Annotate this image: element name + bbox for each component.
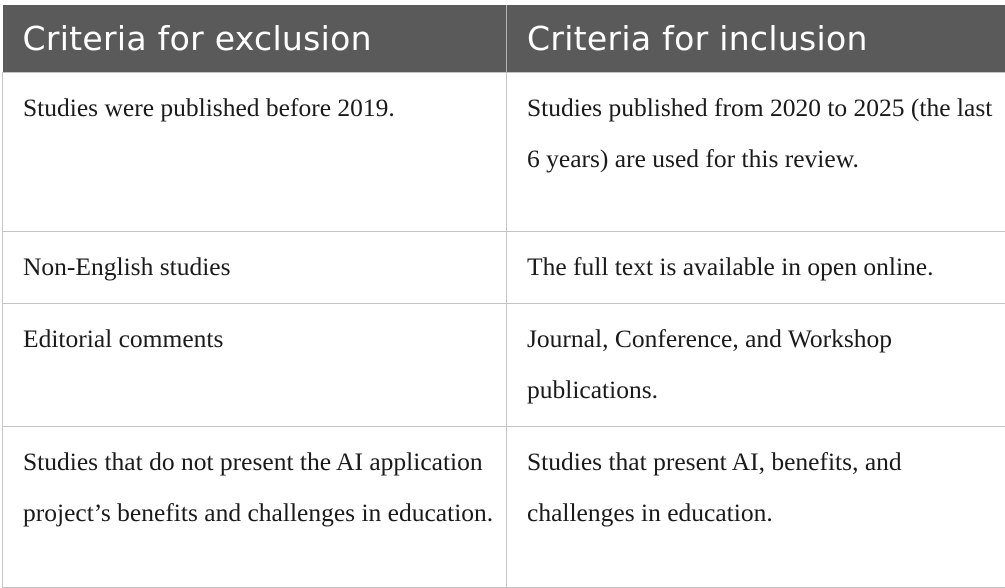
table-header-row	[3, 5, 1005, 73]
table-row	[3, 427, 1005, 588]
header-exclusion: Criteria for exclusion	[3, 5, 507, 73]
inclusion-cell: Journal, Conference, and Workshop publications.	[507, 304, 1005, 427]
table-row	[3, 304, 1005, 427]
exclusion-cell: Non-English studies	[3, 232, 507, 304]
inclusion-cell: The full text is available in open online.	[507, 232, 1005, 304]
inclusion-cell: Studies that present AI, benefits, and challenges in education.	[507, 427, 1005, 588]
table-row	[3, 73, 1005, 232]
table-row	[3, 232, 1005, 304]
criteria-table	[2, 5, 1005, 588]
header-inclusion: Criteria for inclusion	[507, 5, 1005, 73]
exclusion-cell: Studies that do not present the AI application project’s benefits and challenges in education.	[3, 427, 507, 588]
exclusion-cell: Editorial comments	[3, 304, 507, 427]
exclusion-cell: Studies were published before 2019.	[3, 73, 507, 232]
inclusion-cell: Studies published from 2020 to 2025 (the last 6 years) are used for this review.	[507, 73, 1005, 232]
